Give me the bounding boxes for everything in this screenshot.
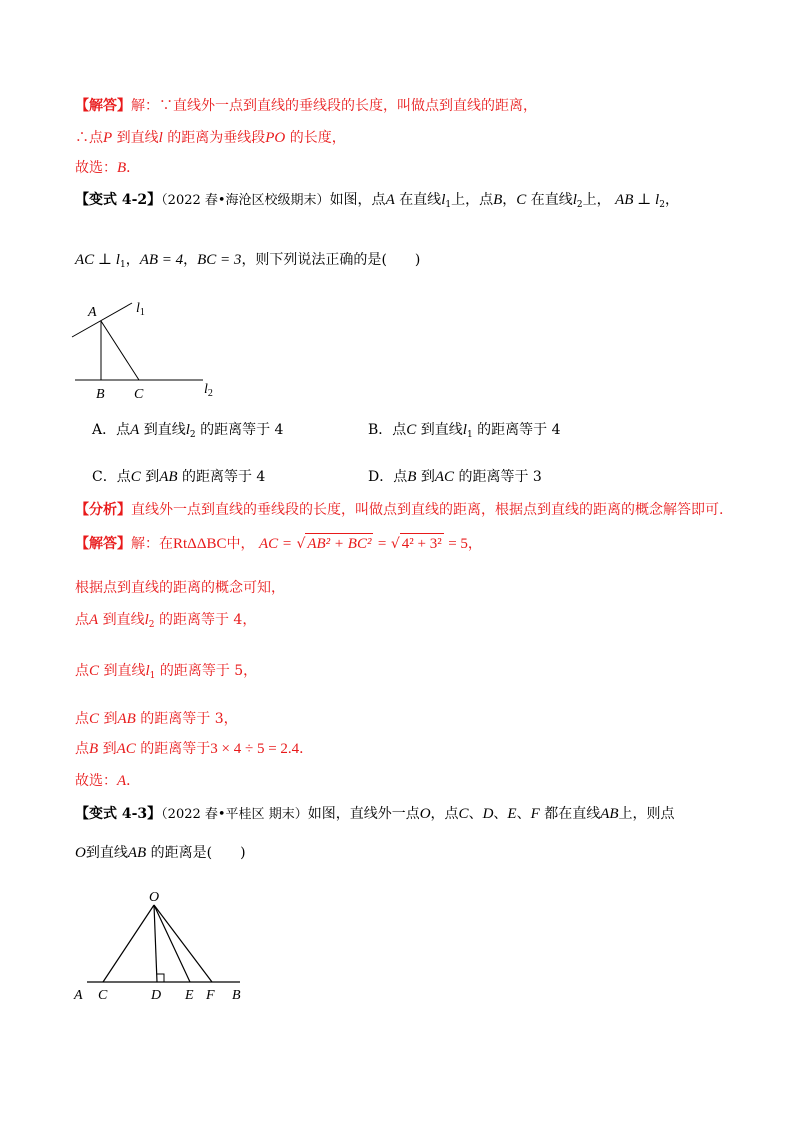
q42-tag: 【变式 4-2】 [75, 192, 162, 208]
label-b: B [232, 988, 241, 1003]
segment-ac [101, 321, 139, 380]
option-c[interactable]: C．点C 到AB 的距离等于 4 [92, 469, 266, 485]
q42-stem-line1: 【变式 4-2】（2022 春•海沧区校级期末）如图，点A 在直线$l_1$上，点B，C 在直线$l_2$上， AB ⊥ $l_2$， [75, 192, 679, 210]
q42-diagram [60, 290, 230, 405]
solution2-line6: 点B 到AC 的距离等于3 × 4 ÷ 5 = 2.4． [75, 741, 314, 757]
label-d: D [151, 988, 162, 1003]
label-e: E [185, 988, 194, 1003]
solution2-line5: 点C 到AB 的距离等于 3， [75, 711, 238, 727]
answer1-line1: 【解答】解：∵直线外一点到直线的垂线段的长度，叫做点到直线的距离， [75, 98, 537, 114]
label-c: C [98, 988, 108, 1003]
label-o: O [149, 890, 160, 905]
solution2-line7: 故选：A． [75, 773, 141, 789]
q43-stem-line1: 【变式 4-3】（2022 春•平桂区 期末）如图，直线外一点O，点C、D、E、F 都在直线AB上，则点 [75, 806, 675, 822]
q43-stem-line2: O到直线AB 的距离是( ) [75, 845, 246, 861]
solution2-line1: 【解答】解：在RtΔΔBC中， AC = √ AB² + BC² = √ 4² + 3² = 5， [75, 533, 482, 554]
answer1-line3: 故选：B． [75, 160, 141, 176]
label-b: B [96, 387, 105, 402]
segment-oe [154, 905, 190, 982]
option-b[interactable]: B．点C 到直线$l_1$ 的距离等于 4 [368, 422, 561, 440]
sqrt-2: √ 4² + 3² [391, 533, 444, 554]
label-l2: $l_2$ [204, 382, 213, 399]
analysis-tag: 【分析】 [75, 502, 131, 518]
q43-diagram [65, 885, 265, 1005]
line-l1 [72, 303, 132, 337]
label-a: A [74, 988, 83, 1003]
solution2-line2: 根据点到直线的距离的概念可知， [75, 580, 285, 596]
option-d[interactable]: D．点B 到AC 的距离等于 3 [368, 469, 542, 485]
option-a[interactable]: A．点A 到直线$l_2$ 的距离等于 4 [92, 422, 284, 440]
solution2-tag: 【解答】 [75, 536, 131, 552]
answer1-line2: ∴点P 到直线l 的距离为垂线段PO 的长度， [75, 130, 346, 146]
q43-tag: 【变式 4-3】 [75, 806, 162, 822]
segment-of [154, 905, 212, 982]
label-c: C [134, 387, 144, 402]
segment-od [154, 905, 157, 982]
segment-oc [103, 905, 154, 982]
q42-stem-line2: AC ⊥ $l_1$，AB = 4，BC = 3，则下列说法正确的是( ) [75, 252, 421, 270]
label-f: F [206, 988, 215, 1003]
label-l1: $l_1$ [136, 301, 145, 318]
sqrt-1: √ AB² + BC² [296, 533, 373, 554]
solution2-line3: 点A 到直线$l_2$ 的距离等于 4， [75, 612, 257, 630]
answer-tag: 【解答】 [75, 98, 131, 114]
label-a: A [88, 305, 97, 320]
right-angle-mark [157, 974, 164, 982]
analysis: 【分析】直线外一点到直线的垂线段的长度，叫做点到直线的距离，根据点到直线的距离的概念解答即可. [75, 502, 724, 518]
solution2-line4: 点C 到直线$l_1$ 的距离等于 5， [75, 663, 258, 681]
